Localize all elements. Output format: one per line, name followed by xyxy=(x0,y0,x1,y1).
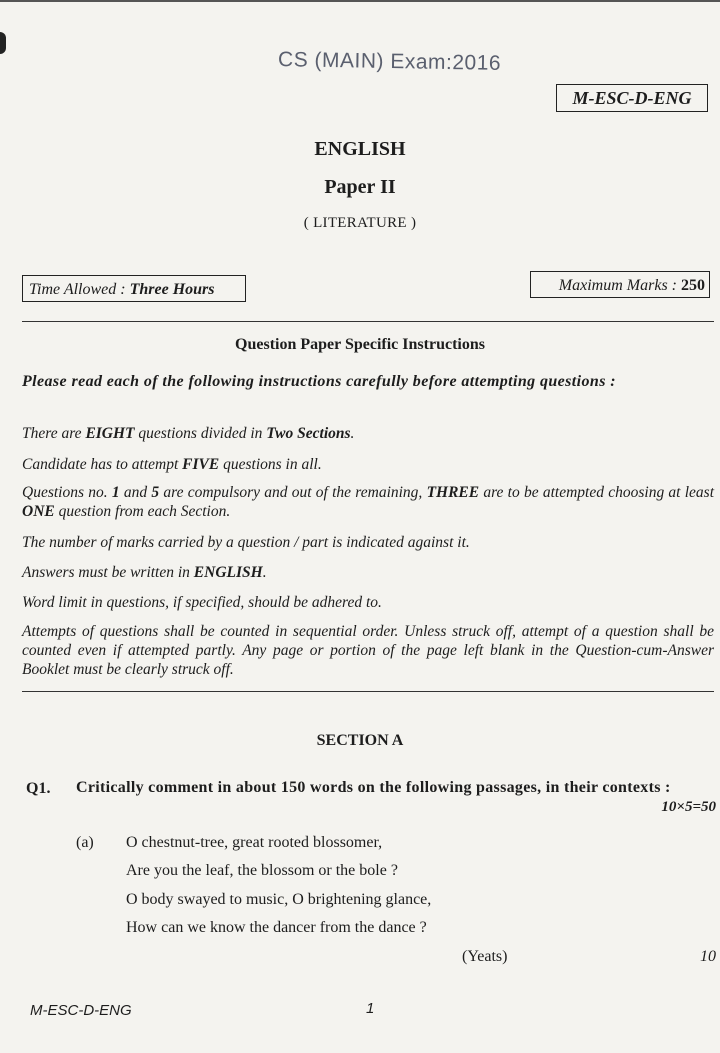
exam-stamp: CS (MAIN) Exam:2016 xyxy=(277,48,502,75)
paper-code-box: M-ESC-D-ENG xyxy=(556,84,708,112)
divider-top xyxy=(22,321,714,322)
paper-title: Paper II xyxy=(324,176,396,198)
divider-middle xyxy=(22,691,714,692)
instruction-item: Attempts of questions shall be counted in sequential order. Unless struck off, attempt of a question shall be counted even if attempted partly. Any page or portion of the page left blank in the Question-cum-Answer Booklet must be clearly struck off. xyxy=(22,623,714,678)
instruction-item: The number of marks carried by a question / part is indicated against it. xyxy=(22,534,470,551)
instructions-heading: Question Paper Specific Instructions xyxy=(235,336,485,353)
time-allowed-box xyxy=(22,275,246,302)
instructions-lead: Please read each of the following instructions carefully before attempting questions : xyxy=(22,373,616,390)
question-text: Critically comment in about 150 words on the following passages, in their contexts : xyxy=(76,779,671,796)
marks-value: 250 xyxy=(681,277,705,294)
question-marks: 10×5=50 xyxy=(661,799,716,815)
instruction-item: There are EIGHT questions divided in Two Sections. xyxy=(22,425,355,442)
subpart-marks: 10 xyxy=(700,948,716,965)
marks-label: Maximum Marks : xyxy=(558,277,681,294)
instruction-item: Questions no. 1 and 5 are compulsory and out of the remaining, THREE are to be attempted choosing at least ONE question from each Section. xyxy=(22,484,715,520)
subpart-label: (a) xyxy=(76,834,94,851)
poem-author: (Yeats) xyxy=(462,948,508,965)
max-marks-box xyxy=(530,271,710,298)
section-title: SECTION A xyxy=(316,732,404,749)
footer-code: M-ESC-D-ENG xyxy=(30,1002,132,1019)
time-label: Time Allowed : xyxy=(29,281,130,298)
subject-title: ENGLISH xyxy=(314,138,406,160)
instruction-item: Answers must be written in ENGLISH. xyxy=(22,564,267,581)
poem-line: O body swayed to music, O brightening glance, xyxy=(126,891,432,908)
branch-title: ( LITERATURE ) xyxy=(303,215,417,231)
instruction-item: Candidate has to attempt FIVE questions in all. xyxy=(22,456,322,473)
time-value: Three Hours xyxy=(129,281,215,298)
poem-line: O chestnut-tree, great rooted blossomer, xyxy=(126,834,383,851)
ink-blot xyxy=(0,32,6,54)
poem-line: How can we know the dancer from the dance ? xyxy=(126,919,427,936)
question-number: Q1. xyxy=(26,780,51,797)
instruction-item: Word limit in questions, if specified, should be adhered to. xyxy=(22,594,382,611)
page-number: 1 xyxy=(366,1000,375,1017)
poem-line: Are you the leaf, the blossom or the bole ? xyxy=(126,862,398,879)
top-edge-line xyxy=(0,0,720,2)
